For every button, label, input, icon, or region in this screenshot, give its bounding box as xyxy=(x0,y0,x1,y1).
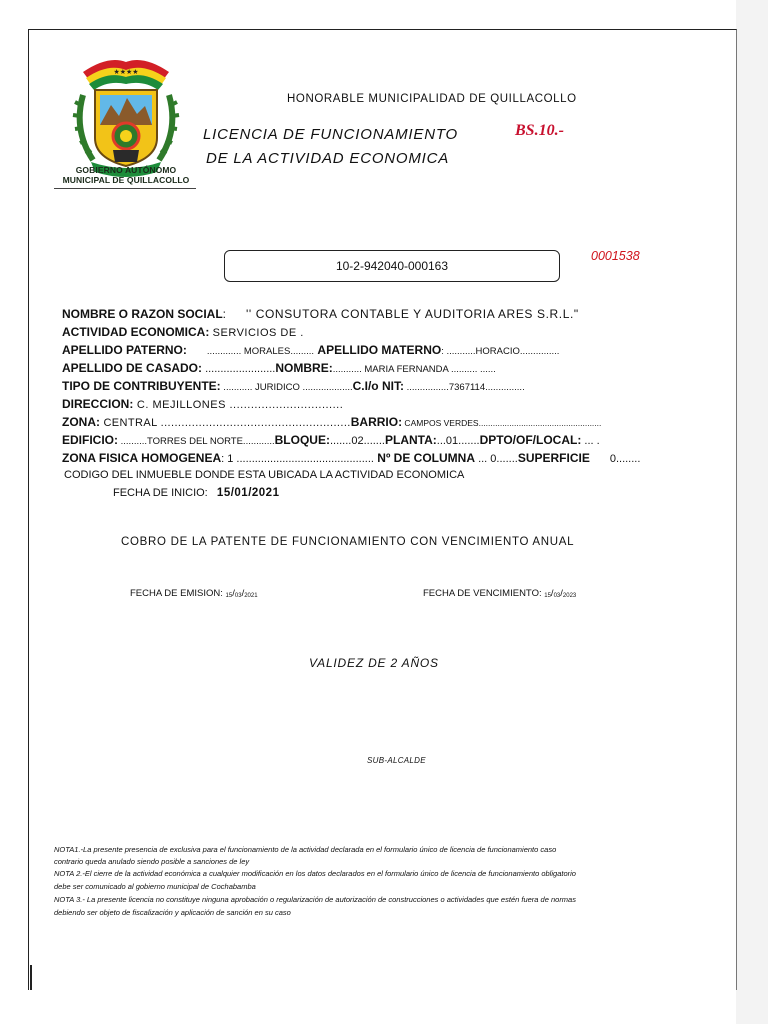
document-title-line1: LICENCIA DE FUNCIONAMIENTO xyxy=(203,126,458,143)
columna-value: ... 0....... xyxy=(475,453,518,465)
validez-text: VALIDEZ DE 2 AÑOS xyxy=(309,656,439,670)
serial-number: 0001538 xyxy=(591,249,640,263)
apellido-casado-value: ....................... xyxy=(202,363,276,375)
vencimiento-year: 2023 xyxy=(562,593,577,599)
emision-sep: / xyxy=(232,588,235,599)
document-title-line2: DE LA ACTIVIDAD ECONOMICA xyxy=(206,150,450,167)
apellido-paterno-value: ............. MORALES......... xyxy=(206,346,315,357)
logo-caption-line1: GOBIERNO AUTÓNOMO xyxy=(75,165,177,175)
border-mark xyxy=(30,965,32,990)
field-edificio xyxy=(62,433,600,447)
logo-caption-line2: MUNICIPAL DE QUILLACOLLO xyxy=(62,175,190,185)
license-code-box: 10-2-942040-000163 xyxy=(224,250,560,282)
vencimiento-month: 03 xyxy=(553,593,561,599)
institution-name: HONORABLE MUNICIPALIDAD DE QUILLACOLLO xyxy=(287,93,577,105)
zona-value: CENTRAL ....................................................... xyxy=(100,417,351,429)
field-contribuyente xyxy=(62,379,525,393)
note-3-line2: debiendo ser objeto de fiscalización y aplicación de sanción en su caso xyxy=(54,908,291,917)
field-razon-social: NOMBRE O RAZON SOCIAL: '' CONSUTORA CONTABLE Y AUDITORIA ARES S.R.L." xyxy=(62,307,579,321)
fecha-inicio-label: FECHA DE INICIO: xyxy=(113,487,208,499)
ci-nit-label: C.I/o NIT: xyxy=(352,379,404,393)
actividad-label: ACTIVIDAD ECONOMICA: xyxy=(62,325,210,339)
barrio-value: CAMPOS VERDES.................................................... xyxy=(402,418,602,428)
nombre-value: ........... MARIA FERNANDA .......... ...... xyxy=(332,364,496,375)
emision-day: 15 xyxy=(225,593,233,599)
zona-homogenea-value: : 1 ............................................. xyxy=(221,453,374,465)
cobro-heading: COBRO DE LA PATENTE DE FUNCIONAMIENTO CON VENCIMIENTO ANUAL xyxy=(121,536,575,548)
direccion-label: DIRECCION: xyxy=(62,397,134,411)
codigo-inmueble: CODIGO DEL INMUEBLE DONDE ESTA UBICADA LA ACTIVIDAD ECONOMICA xyxy=(64,469,465,481)
actividad-value: SERVICIOS DE . xyxy=(212,327,304,339)
apellido-casado-label: APELLIDO DE CASADO: xyxy=(62,361,203,375)
note-2-line1: NOTA 2.-El cierre de la actividad económica a cualquier modificación en los datos declarados en el formulario único de licencia de funcionamiento obligatorio xyxy=(54,869,576,878)
field-casado-nombre xyxy=(62,361,496,375)
zona-label: ZONA: xyxy=(62,415,100,429)
emision-label: FECHA DE EMISION: xyxy=(130,588,223,599)
edificio-label: EDIFICIO: xyxy=(62,433,118,447)
dpto-value: ... . xyxy=(581,435,600,447)
apellido-materno-value: : ...........HORACIO............... xyxy=(441,346,560,357)
fecha-inicio-value: 15/01/2021 xyxy=(216,487,280,499)
razon-social-label: NOMBRE O RAZON SOCIAL xyxy=(62,307,223,321)
field-zona-barrio xyxy=(62,415,601,429)
note-2-line2: debe ser comunicado al gobierno municipal de Cochabamba xyxy=(54,882,256,891)
field-direccion xyxy=(62,397,343,411)
note-1-line2: contrario queda anulado siendo posible a sanciones de ley xyxy=(54,857,250,866)
planta-value: ...01....... xyxy=(436,435,480,447)
dpto-label: DPTO/OF/LOCAL: xyxy=(479,433,582,447)
bloque-value: .......02....... xyxy=(329,435,385,447)
bloque-label: BLOQUE: xyxy=(274,433,330,447)
note-1-line1: NOTA1.-La presente presencia de exclusiva para el funcionamiento de la actividad declarada en el formulario único de licencia de funcionamiento caso xyxy=(54,845,557,854)
fecha-vencimiento: FECHA DE VENCIMIENTO: $_{15}/_{03}/_{2023}$ xyxy=(423,588,577,599)
apellido-paterno-label: APELLIDO PATERNO: xyxy=(62,343,187,357)
vencimiento-label: FECHA DE VENCIMIENTO: xyxy=(423,588,542,599)
planta-label: PLANTA: xyxy=(384,433,437,447)
field-fecha-inicio xyxy=(113,487,279,499)
tipo-contribuyente-value: ........... JURIDICO ................... xyxy=(220,382,353,393)
emision-year: 2021 xyxy=(244,593,258,599)
field-apellidos xyxy=(62,343,559,357)
field-actividad xyxy=(62,325,304,339)
nombre-label: NOMBRE: xyxy=(275,361,333,375)
license-price: BS.10.- xyxy=(515,122,564,139)
svg-text:★★★★: ★★★★ xyxy=(113,68,139,76)
vencimiento-sep: / xyxy=(550,588,554,599)
logo-underline xyxy=(54,188,196,189)
field-zona-homogenea xyxy=(62,451,640,465)
emision-month: 03 xyxy=(234,593,242,599)
fecha-emision: FECHA DE EMISION: $_{15}/_{03}/_{2021}$ xyxy=(130,588,258,599)
page-edge-strip xyxy=(736,0,768,1024)
razon-social-value: '' CONSUTORA CONTABLE Y AUDITORIA ARES S.R.L." xyxy=(246,307,579,321)
direccion-value: C. MEJILLONES ................................ xyxy=(133,399,344,411)
edificio-value: ..........TORRES DEL NORTE............ xyxy=(118,436,275,447)
tipo-contribuyente-label: TIPO DE CONTRIBUYENTE: xyxy=(62,379,221,393)
zona-homogenea-label: ZONA FISICA HOMOGENEA xyxy=(62,451,222,465)
signature-label: SUB-ALCALDE xyxy=(367,756,426,765)
barrio-label: BARRIO: xyxy=(350,415,403,429)
superficie-label: SUPERFICIE xyxy=(517,451,590,465)
ci-nit-value: ................7367114............... xyxy=(403,382,525,393)
vencimiento-day: 15 xyxy=(544,593,551,599)
superficie-value: 0........ xyxy=(609,453,641,465)
apellido-materno-label: APELLIDO MATERNO xyxy=(317,343,442,357)
columna-label: Nº DE COLUMNA xyxy=(377,451,476,465)
note-3-line1: NOTA 3.- La presente licencia no constituye ninguna aprobación o regularización de autorización de construcciones o actividades que estén fuera de normas xyxy=(54,895,576,904)
